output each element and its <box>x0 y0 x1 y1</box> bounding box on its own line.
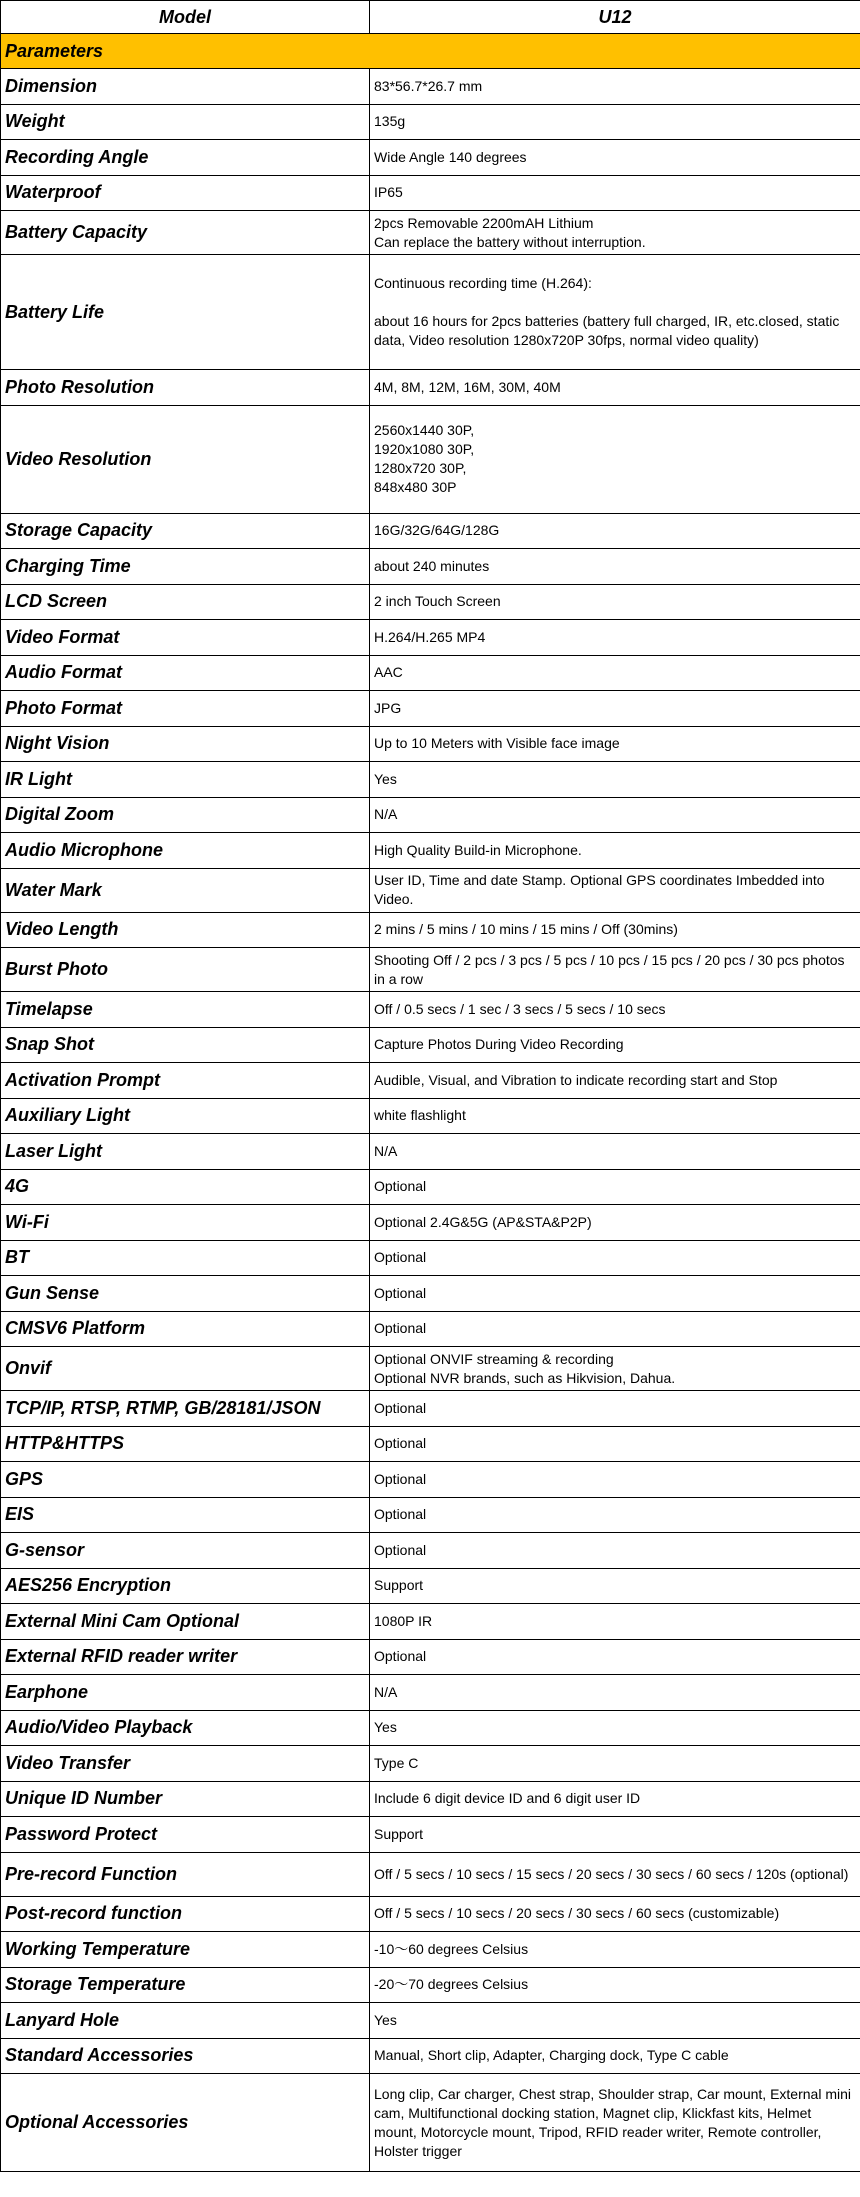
parameter-value <box>370 1497 860 1533</box>
parameter-value <box>370 1710 860 1746</box>
parameter-name: Auxiliary Light <box>1 1098 370 1134</box>
value-line: Optional <box>374 1648 427 1665</box>
parameter-name: Working Temperature <box>1 1932 370 1968</box>
parameter-value <box>370 1276 860 1312</box>
parameter-value <box>370 2003 860 2039</box>
table-row <box>1 1027 860 1063</box>
table-row <box>1 2038 860 2074</box>
parameter-name: Battery Life <box>1 255 370 370</box>
table-row <box>1 992 860 1028</box>
table-row <box>1 1604 860 1640</box>
table-row <box>1 2003 860 2039</box>
parameter-name: TCP/IP, RTSP, RTMP, GB/28181/JSON <box>1 1391 370 1427</box>
parameter-name: Photo Resolution <box>1 370 370 406</box>
parameter-name: Digital Zoom <box>1 797 370 833</box>
parameter-value <box>370 1746 860 1782</box>
value-line: 135g <box>374 113 406 130</box>
parameter-name: CMSV6 Platform <box>1 1311 370 1347</box>
parameter-name: Video Format <box>1 620 370 656</box>
value-line: Yes <box>374 770 397 787</box>
parameter-name: Battery Capacity <box>1 211 370 255</box>
parameter-value <box>370 868 860 912</box>
parameter-value <box>370 1063 860 1099</box>
table-row <box>1 2074 860 2172</box>
table-row <box>1 1462 860 1498</box>
table-row <box>1 726 860 762</box>
parameter-value <box>370 1781 860 1817</box>
table-row <box>1 1675 860 1711</box>
parameter-value <box>370 104 860 140</box>
value-line: Capture Photos During Video Recording <box>374 1036 624 1053</box>
parameter-value <box>370 405 860 513</box>
parameter-name: Audio/Video Playback <box>1 1710 370 1746</box>
table-row <box>1 912 860 948</box>
parameter-value <box>370 1462 860 1498</box>
parameter-name: Pre-record Function <box>1 1852 370 1896</box>
table-row <box>1 211 860 255</box>
table-row <box>1 762 860 798</box>
parameter-name: Laser Light <box>1 1134 370 1170</box>
value-line: Optional <box>374 1178 427 1195</box>
table-row <box>1 655 860 691</box>
parameter-name: Charging Time <box>1 549 370 585</box>
value-line: 2560x1440 30P, <box>374 422 475 438</box>
table-row <box>1 69 860 105</box>
table-row <box>1 833 860 869</box>
parameter-value <box>370 1426 860 1462</box>
parameter-value <box>370 584 860 620</box>
parameter-value <box>370 1604 860 1640</box>
value-line: 83*56.7*26.7 mm <box>374 77 483 94</box>
parameter-value <box>370 726 860 762</box>
table-row <box>1 1639 860 1675</box>
section-title: Parameters <box>1 34 860 69</box>
table-row <box>1 620 860 656</box>
parameter-name: IR Light <box>1 762 370 798</box>
parameter-name: Video Transfer <box>1 1746 370 1782</box>
parameter-name: Standard Accessories <box>1 2038 370 2074</box>
value-line: Optional <box>374 1435 427 1452</box>
value-line: Off / 0.5 secs / 1 sec / 3 secs / 5 secs / 10 secs <box>374 1000 666 1017</box>
value-line: H.264/H.265 MP4 <box>374 628 486 645</box>
parameter-name: Video Length <box>1 912 370 948</box>
table-row <box>1 1347 860 1391</box>
value-gap <box>374 293 856 312</box>
table-row <box>1 584 860 620</box>
parameter-value <box>370 1896 860 1932</box>
value-line: 16G/32G/64G/128G <box>374 522 500 539</box>
header-row <box>1 1 860 34</box>
parameter-value <box>370 912 860 948</box>
parameter-name: G-sensor <box>1 1533 370 1569</box>
parameter-value <box>370 1098 860 1134</box>
value-line: 848x480 30P <box>374 479 457 495</box>
value-line: Optional <box>374 1399 427 1416</box>
table-row <box>1 175 860 211</box>
table-row <box>1 1746 860 1782</box>
table-row <box>1 140 860 176</box>
table-row <box>1 948 860 992</box>
value-line: Continuous recording time (H.264): <box>374 275 592 291</box>
parameter-value <box>370 691 860 727</box>
value-line: -20～70 degrees Celsius <box>374 1976 529 1993</box>
parameter-name: Post-record function <box>1 1896 370 1932</box>
table-row <box>1 1533 860 1569</box>
parameter-name: Gun Sense <box>1 1276 370 1312</box>
parameter-value <box>370 549 860 585</box>
value-line: 2pcs Removable 2200mAH Lithium <box>374 214 594 231</box>
parameter-value <box>370 1639 860 1675</box>
parameter-name: 4G <box>1 1169 370 1205</box>
parameter-name: Water Mark <box>1 868 370 912</box>
table-row <box>1 513 860 549</box>
table-row <box>1 691 860 727</box>
parameter-value <box>370 762 860 798</box>
parameter-value <box>370 1852 860 1896</box>
parameter-name: Video Resolution <box>1 405 370 513</box>
table-row <box>1 549 860 585</box>
parameter-value <box>370 140 860 176</box>
value-line: -10～60 degrees Celsius <box>374 1940 529 1957</box>
value-line: Optional <box>374 1249 427 1266</box>
table-row <box>1 1240 860 1276</box>
parameter-value <box>370 1240 860 1276</box>
parameter-value <box>370 1169 860 1205</box>
table-row <box>1 1568 860 1604</box>
table-row <box>1 1134 860 1170</box>
parameter-name: Optional Accessories <box>1 2074 370 2172</box>
value-line: Optional <box>374 1541 427 1558</box>
parameter-value <box>370 1134 860 1170</box>
value-line: AAC <box>374 664 403 681</box>
table-row <box>1 370 860 406</box>
table-row <box>1 1205 860 1241</box>
table-row <box>1 797 860 833</box>
value-line: N/A <box>374 1683 398 1700</box>
parameter-name: Snap Shot <box>1 1027 370 1063</box>
value-line: Can replace the battery without interruption. <box>374 233 646 250</box>
parameter-value <box>370 1205 860 1241</box>
parameter-name: HTTP&HTTPS <box>1 1426 370 1462</box>
parameter-name: Weight <box>1 104 370 140</box>
parameter-name: Audio Microphone <box>1 833 370 869</box>
parameter-value <box>370 1391 860 1427</box>
parameter-name: External Mini Cam Optional <box>1 1604 370 1640</box>
parameter-value <box>370 255 860 370</box>
value-line: Wide Angle 140 degrees <box>374 148 527 165</box>
value-line: Include 6 digit device ID and 6 digit user ID <box>374 1790 641 1807</box>
value-line: 1920x1080 30P, <box>374 441 475 457</box>
parameter-name: Photo Format <box>1 691 370 727</box>
parameter-name: Earphone <box>1 1675 370 1711</box>
parameter-value <box>370 1347 860 1391</box>
parameter-value <box>370 2074 860 2172</box>
value-line: User ID, Time and date Stamp. Optional GPS coordinates Imbedded into Video. <box>374 872 825 907</box>
parameter-name: Storage Temperature <box>1 1967 370 2003</box>
table-row <box>1 104 860 140</box>
parameter-value <box>370 992 860 1028</box>
value-line: N/A <box>374 1142 398 1159</box>
value-line: IP65 <box>374 184 403 201</box>
parameter-name: Unique ID Number <box>1 1781 370 1817</box>
value-line: Yes <box>374 2011 397 2028</box>
table-row <box>1 1497 860 1533</box>
value-line: 4M, 8M, 12M, 16M, 30M, 40M <box>374 378 561 395</box>
parameter-name: Burst Photo <box>1 948 370 992</box>
parameter-name: BT <box>1 1240 370 1276</box>
value-line: 1080P IR <box>374 1612 433 1629</box>
parameter-value <box>370 513 860 549</box>
parameter-value <box>370 69 860 105</box>
parameter-name: LCD Screen <box>1 584 370 620</box>
table-row <box>1 1063 860 1099</box>
parameter-value <box>370 370 860 406</box>
value-line: N/A <box>374 806 398 823</box>
parameter-name: Dimension <box>1 69 370 105</box>
parameter-value <box>370 1533 860 1569</box>
parameter-value <box>370 833 860 869</box>
table-row <box>1 255 860 370</box>
parameter-value <box>370 620 860 656</box>
value-line: Off / 5 secs / 10 secs / 15 secs / 20 secs / 30 secs / 60 secs / 120s (optional) <box>374 1865 849 1882</box>
value-line: Up to 10 Meters with Visible face image <box>374 735 620 752</box>
parameter-value <box>370 948 860 992</box>
parameter-name: AES256 Encryption <box>1 1568 370 1604</box>
table-row <box>1 1932 860 1968</box>
parameter-name: Timelapse <box>1 992 370 1028</box>
value-line: 1280x720 30P, <box>374 460 467 476</box>
table-row <box>1 1967 860 2003</box>
value-line: Optional <box>374 1320 427 1337</box>
parameter-name: Activation Prompt <box>1 1063 370 1099</box>
table-row <box>1 1098 860 1134</box>
value-line: about 240 minutes <box>374 557 490 574</box>
parameter-value <box>370 211 860 255</box>
value-line: Optional ONVIF streaming & recording <box>374 1350 614 1367</box>
parameter-value <box>370 2038 860 2074</box>
value-line: Shooting Off / 2 pcs / 3 pcs / 5 pcs / 10 pcs / 15 pcs / 20 pcs / 30 pcs photos in a row <box>374 951 845 987</box>
parameter-name: Waterproof <box>1 175 370 211</box>
parameter-value <box>370 1311 860 1347</box>
value-line: Optional NVR brands, such as Hikvision, Dahua. <box>374 1369 676 1386</box>
parameter-value <box>370 1675 860 1711</box>
table-row <box>1 1169 860 1205</box>
parameter-value <box>370 1027 860 1063</box>
table-row <box>1 1710 860 1746</box>
value-line: Support <box>374 1825 424 1842</box>
parameter-value <box>370 655 860 691</box>
parameter-name: Password Protect <box>1 1817 370 1853</box>
parameter-name: External RFID reader writer <box>1 1639 370 1675</box>
value-line: Optional <box>374 1506 427 1523</box>
value-line: white flashlight <box>374 1107 466 1124</box>
parameter-value <box>370 1932 860 1968</box>
parameter-name: Wi-Fi <box>1 1205 370 1241</box>
value-line: JPG <box>374 699 402 716</box>
value-line: Off / 5 secs / 10 secs / 20 secs / 30 secs / 60 secs (customizable) <box>374 1905 780 1922</box>
value-line: Optional <box>374 1470 427 1487</box>
table-row <box>1 1311 860 1347</box>
value-line: Optional 2.4G&5G (AP&STA&P2P) <box>374 1213 592 1230</box>
table-row <box>1 868 860 912</box>
table-row <box>1 1896 860 1932</box>
parameter-name: Night Vision <box>1 726 370 762</box>
parameter-name: GPS <box>1 1462 370 1498</box>
value-line: 2 inch Touch Screen <box>374 593 501 610</box>
parameter-value <box>370 797 860 833</box>
parameter-name: Audio Format <box>1 655 370 691</box>
section-row <box>1 34 860 69</box>
parameter-name: Lanyard Hole <box>1 2003 370 2039</box>
parameter-name: Onvif <box>1 1347 370 1391</box>
table-row <box>1 1781 860 1817</box>
table-row <box>1 1852 860 1896</box>
value-line: Manual, Short clip, Adapter, Charging dock, Type C cable <box>374 2047 729 2064</box>
table-row <box>1 1426 860 1462</box>
table-row <box>1 1817 860 1853</box>
parameter-value <box>370 1967 860 2003</box>
value-line: Support <box>374 1577 424 1594</box>
value-line: Yes <box>374 1719 397 1736</box>
parameter-value <box>370 175 860 211</box>
value-line: Audible, Visual, and Vibration to indicate recording start and Stop <box>374 1071 778 1088</box>
parameter-value <box>370 1817 860 1853</box>
value-line: 2 mins / 5 mins / 10 mins / 15 mins / Off (30mins) <box>374 921 678 938</box>
parameter-name: EIS <box>1 1497 370 1533</box>
value-line: Type C <box>374 1754 419 1771</box>
table-row <box>1 405 860 513</box>
header-model: Model <box>1 1 370 34</box>
parameter-name: Recording Angle <box>1 140 370 176</box>
value-line: about 16 hours for 2pcs batteries (battery full charged, IR, etc.closed, static data, Video resolution 1280x720P 30fps, normal video quality) <box>374 313 840 348</box>
parameter-name: Storage Capacity <box>1 513 370 549</box>
value-line: Long clip, Car charger, Chest strap, Shoulder strap, Car mount, External mini cam, Multifunctional docking station, Magnet clip, Klickfast kits, Helmet mount, Motorcycle mount, Tripod, RFID reader writer, Remote controller, Holster trigger <box>374 2085 851 2159</box>
header-model-value: U12 <box>370 1 860 34</box>
parameter-value <box>370 1568 860 1604</box>
table-row <box>1 1391 860 1427</box>
value-line: Optional <box>374 1284 427 1301</box>
table-row <box>1 1276 860 1312</box>
value-line: High Quality Build-in Microphone. <box>374 841 582 858</box>
